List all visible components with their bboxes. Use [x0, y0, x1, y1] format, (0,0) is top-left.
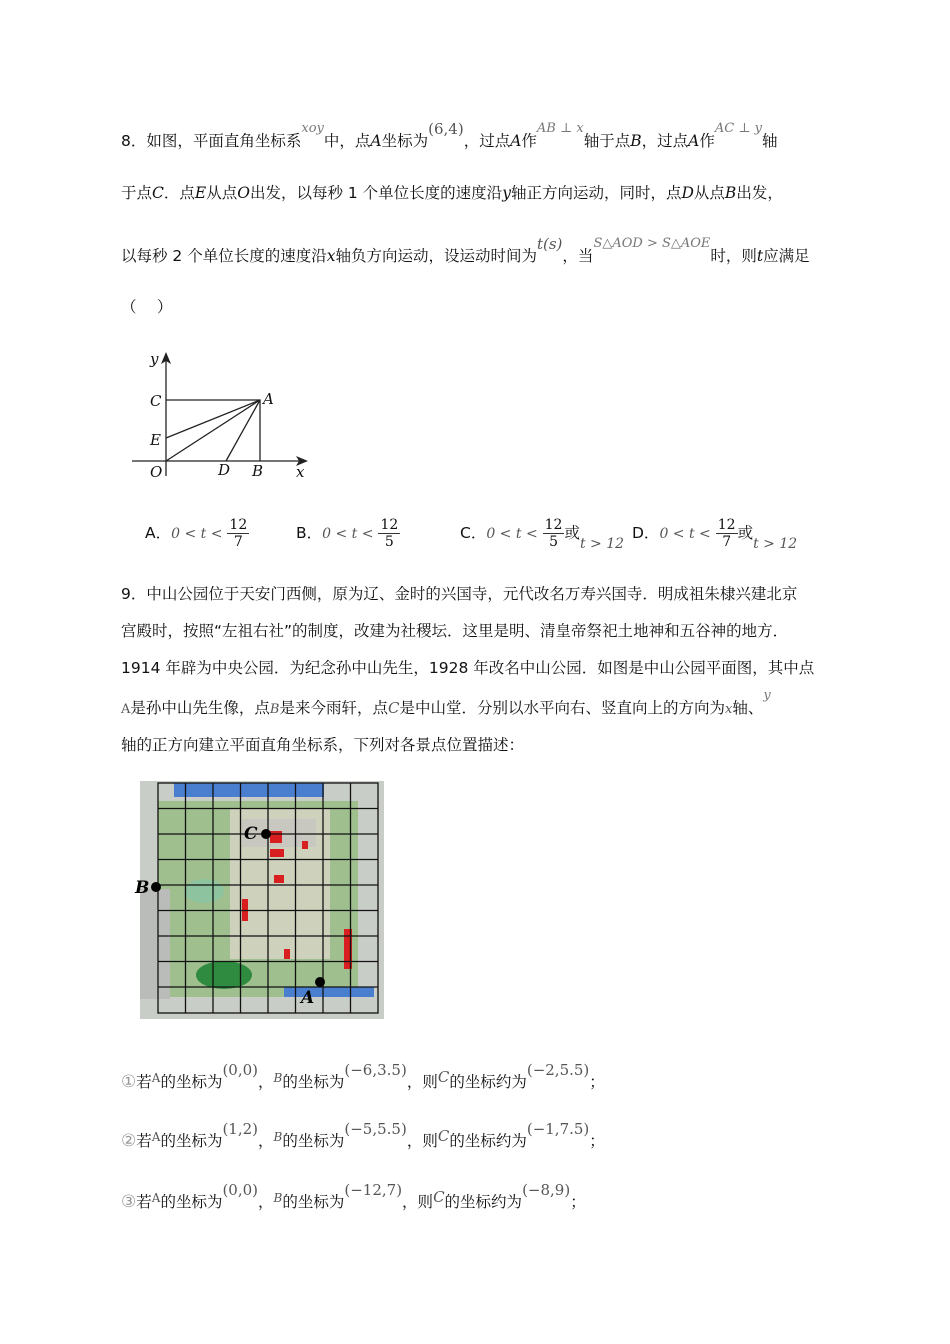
q9-item-2: ②若$^A$的坐标为(1,2)，$^B$的坐标为(−5,5.5)，则C的坐标约为(−1,7.5)；: [121, 1120, 605, 1151]
option-A[interactable]: A．0 < t < $\frac{12}{7}$: [145, 517, 248, 550]
label-x: x: [296, 463, 305, 481]
q9-item-3: ③若$^A$的坐标为(0,0)，$^B$的坐标为(−12,7)，则C的坐标约为(−8,9)；: [121, 1181, 586, 1212]
q9-para-4: A是孙中山先生像，点B是来今雨轩，点C是中山堂．分别以水平向右、竖直向上的方向为x轴、$^y$: [121, 688, 771, 717]
option-D[interactable]: D．0 < t < $\frac{12}{7}$ 或t > 12: [632, 517, 798, 552]
option-C[interactable]: C．0 < t < $\frac{12}{5}$ 或t > 12: [460, 517, 625, 552]
zhongshan-park-map: [134, 779, 386, 1021]
label-D: D: [218, 461, 231, 479]
q9-item-1: ①若$^A$的坐标为(0,0)，$^B$的坐标为(−6,3.5)，则C的坐标约为(−2,5.5)；: [121, 1061, 605, 1092]
fraction: $\frac{12}{5}$: [544, 517, 563, 550]
q9-para-2: 宫殿时，按照“左祖右社”的制度，改建为社稷坛．这里是明、清皇帝祭祀土地神和五谷神的地方．: [121, 622, 789, 640]
q8-answer-blank: （ ）: [121, 298, 173, 316]
label-E: E: [150, 431, 161, 449]
point-A-dot: [315, 977, 325, 987]
moat-water-icon: [174, 783, 324, 797]
fraction: $\frac{12}{5}$: [380, 517, 399, 550]
q8-coordinate-figure: [128, 348, 318, 483]
label-B: B: [252, 462, 264, 480]
fraction: $\frac{12}{7}$: [717, 517, 736, 550]
segment-OA: [166, 400, 260, 461]
map-label-C: C: [244, 824, 258, 844]
label-A: A: [263, 390, 274, 408]
fraction: $\frac{12}{7}$: [229, 517, 248, 550]
label-y: y: [150, 350, 159, 368]
q9-para-1: 9．中山公园位于天安门西侧，原为辽、金时的兴国寺，元代改名万寿兴国寺．明成祖朱棣兴建北京: [121, 585, 798, 603]
segment-EA: [166, 400, 260, 438]
point-B-dot: [151, 882, 161, 892]
segment-DA: [226, 400, 260, 461]
q9-para-5: 轴的正方向建立平面直角坐标系，下列对各景点位置描述：: [121, 736, 525, 754]
zhongshan-hall-icon: [270, 831, 282, 843]
map-label-B: B: [135, 878, 150, 898]
map-label-A: A: [301, 988, 315, 1008]
q8-line-1: 8．如图，平面直角坐标系$^{xoy}$中，点A坐标为(6,4)，过点A作$^{AB \perp x}$轴于点B，过点A作$^{AC \perp y}$轴: [121, 120, 778, 150]
q8-line-2: 于点C．点E从点O出发，以每秒 1 个单位长度的速度沿y轴正方向运动，同时，点D从点B出发，: [121, 184, 783, 202]
label-O: O: [150, 463, 163, 481]
option-B[interactable]: B．0 < t < $\frac{12}{5}$: [296, 517, 399, 550]
q8-line-3: 以每秒 2 个单位长度的速度沿x轴负方向运动，设运动时间为t(s)，当$^{S\triangle AOD > S\triangle AOE}$时，则t应满足: [121, 235, 810, 265]
label-C: C: [150, 392, 162, 410]
q9-para-3: 1914 年辟为中央公园．为纪念孙中山先生，1928 年改名中山公园．如图是中山公园平面图，其中点: [121, 659, 815, 677]
point-C-dot: [261, 829, 271, 839]
